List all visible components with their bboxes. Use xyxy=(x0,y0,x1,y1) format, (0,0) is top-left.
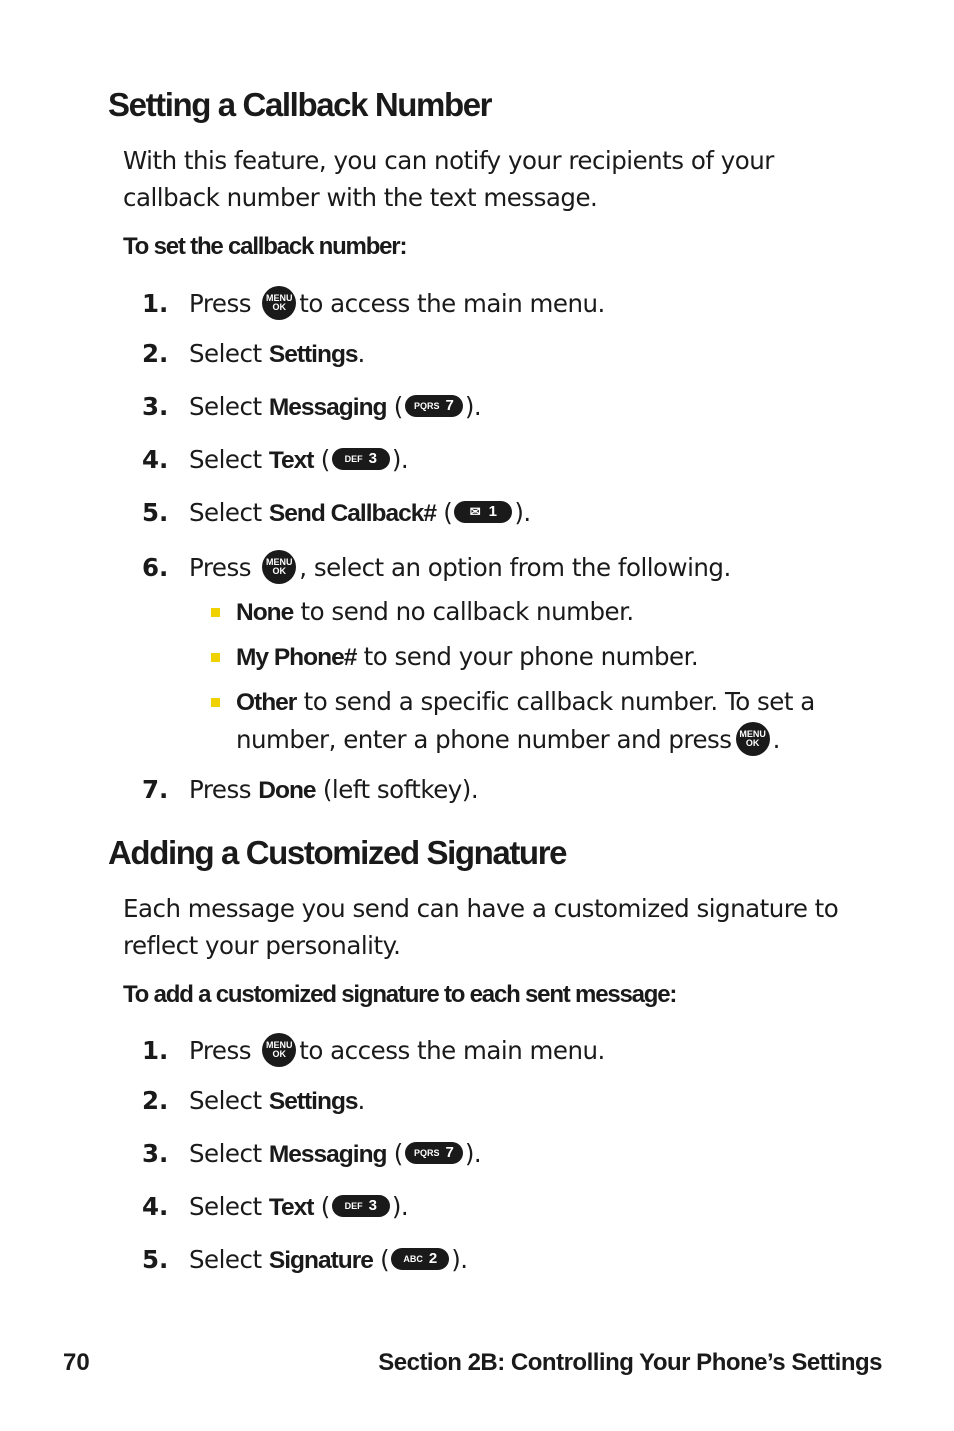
page-number: 70 xyxy=(63,1349,90,1376)
callback-step-4: 4. Select Text ( DEF 3 ). xyxy=(142,445,409,474)
key-7-icon: PQRS 7 xyxy=(405,1142,463,1164)
bullet-square-icon xyxy=(211,608,220,617)
signature-step-5: 5. Select Signature ( ABC 2 ). xyxy=(142,1245,468,1274)
key-2-icon: ABC 2 xyxy=(391,1248,449,1270)
signature-step-4: 4. Select Text ( DEF 3 ). xyxy=(142,1192,409,1221)
key-7-icon: PQRS 7 xyxy=(405,395,463,417)
section-footer: Section 2B: Controlling Your Phone’s Settings xyxy=(378,1349,882,1376)
section-title-callback: Setting a Callback Number xyxy=(108,86,492,123)
intro-paragraph-callback: With this feature, you can notify your recipients of your callback number with the text message. xyxy=(123,146,774,212)
signature-step-3: 3. Select Messaging ( PQRS 7 ). xyxy=(142,1139,482,1168)
callback-step-5: 5. Select Send Callback# ( ✉ 1 ). xyxy=(142,498,531,527)
callback-step-1: 1. Press MENU OK to access the main menu. xyxy=(142,286,605,324)
key-1-icon: ✉ 1 xyxy=(454,501,512,523)
menu-ok-key-icon: MENU OK xyxy=(262,286,296,320)
signature-step-1: 1. Press MENU OK to access the main menu. xyxy=(142,1033,605,1071)
bullet-square-icon xyxy=(211,698,220,707)
menu-ok-key-icon: MENU OK xyxy=(262,1033,296,1067)
callback-step-2: 2. Select Settings. xyxy=(142,339,365,368)
menu-ok-key-icon: MENU OK xyxy=(262,550,296,584)
envelope-icon: ✉ xyxy=(469,504,481,519)
key-3-icon: DEF 3 xyxy=(332,448,390,470)
option-other: Other to send a specific callback number. To set a number, enter a phone number and press MENU OK . xyxy=(211,683,831,760)
option-none: None to send no callback number. xyxy=(211,593,831,631)
bullet-square-icon xyxy=(211,653,220,662)
option-my-phone: My Phone# to send your phone number. xyxy=(211,638,831,676)
callback-step-3: 3. Select Messaging ( PQRS 7 ). xyxy=(142,392,482,421)
signature-step-2: 2. Select Settings. xyxy=(142,1086,365,1115)
callback-step-7: 7. Press Done (left softkey). xyxy=(142,775,479,804)
key-3-icon: DEF 3 xyxy=(332,1195,390,1217)
subheading-callback: To set the callback number: xyxy=(123,233,407,260)
subheading-signature: To add a customized signature to each sent message: xyxy=(123,981,677,1008)
section-title-signature: Adding a Customized Signature xyxy=(108,834,567,871)
menu-ok-key-icon: MENU OK xyxy=(736,722,770,756)
callback-step-6: 6. Press MENU OK , select an option from the following. xyxy=(142,550,731,588)
intro-paragraph-signature: Each message you send can have a customized signature to reflect your personality. xyxy=(123,894,839,960)
